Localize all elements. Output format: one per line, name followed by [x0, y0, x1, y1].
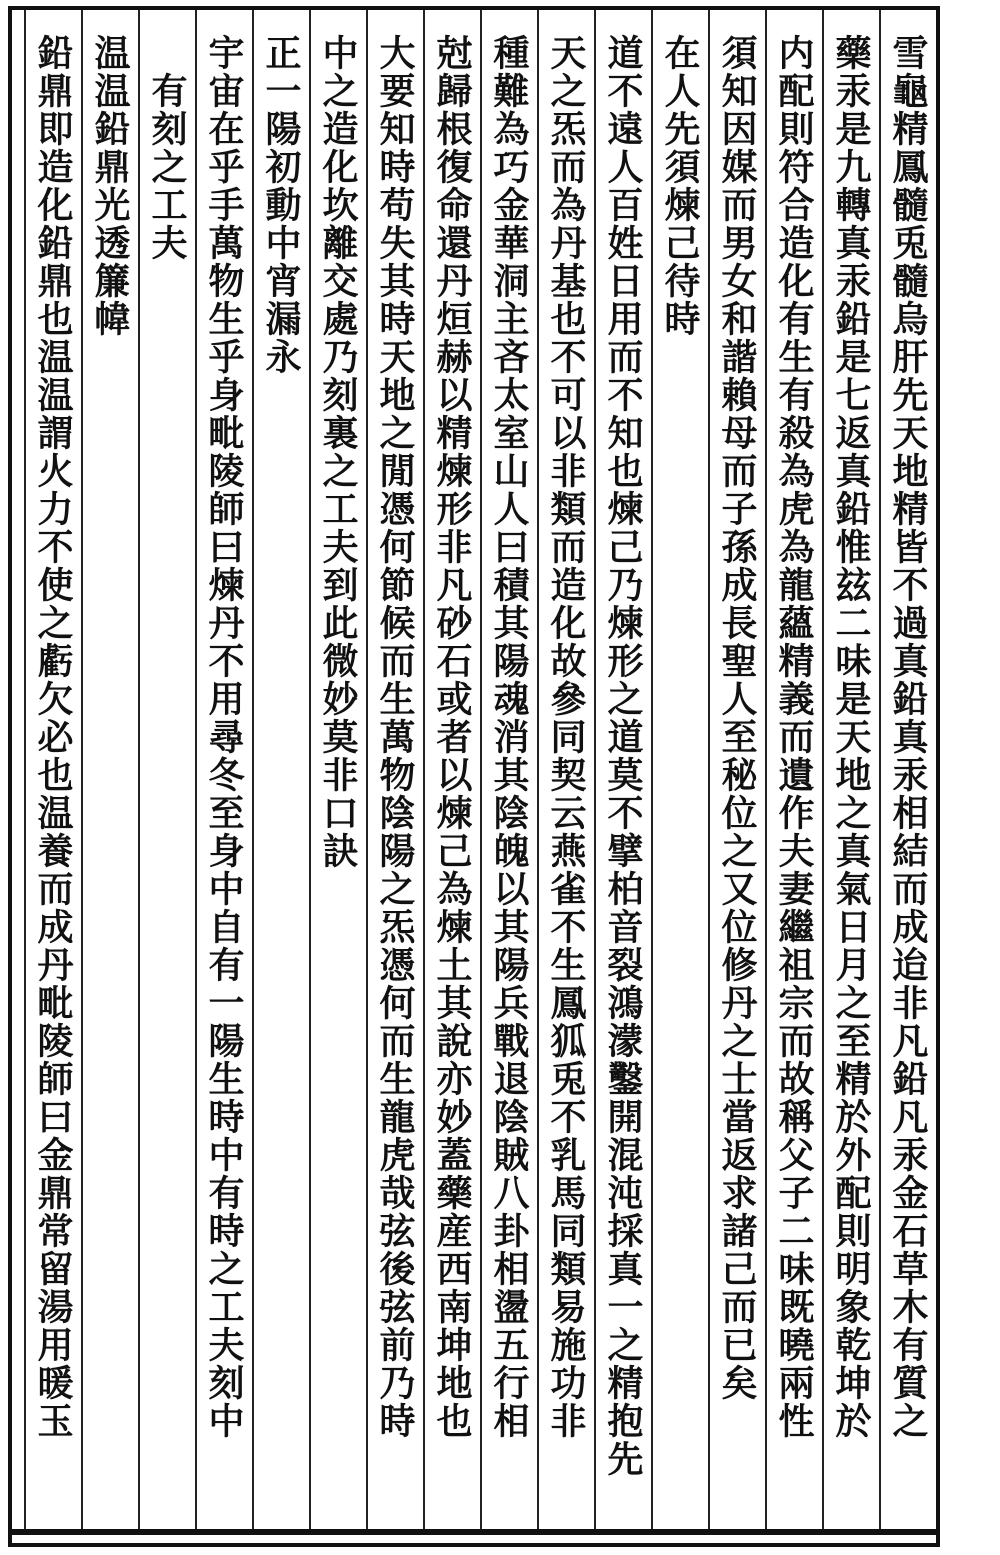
text-column-1	[879, 10, 936, 1529]
text-column-15	[81, 10, 138, 1529]
document-page	[8, 6, 940, 1547]
column-text: 道不遠人百姓日用而不知也煉己乃煉形之道莫不擘柏音裂鴻濛鑿開混沌採真一之精抱先	[602, 34, 644, 1478]
section-heading: 温温鉛鼎光透簾幃	[89, 34, 131, 338]
column-text: 藥汞是九轉真汞鉛是七返真鉛惟玆二味是天地之真氣日月之至精於外配則明象乾坤於	[830, 34, 872, 1440]
text-column-13	[195, 10, 252, 1529]
text-column-5	[651, 10, 708, 1529]
text-column-4	[708, 10, 765, 1529]
column-text: 雪龜精鳳髓兎髓烏肝先天地精皆不過真鉛真汞相結而成迨非凡鉛凡汞金石草木有質之	[887, 34, 929, 1440]
text-column-3	[765, 10, 822, 1529]
text-column-10	[366, 10, 423, 1529]
column-text: 大要知時苟失其時天地之閒憑何節候而生萬物陰陽之炁憑何而生龍虎哉弦後弦前乃時	[374, 34, 416, 1440]
section-heading: 在人先須煉己待時	[659, 34, 701, 338]
text-column-12	[252, 10, 309, 1529]
column-text: 尅歸根復命還丹烜赫以精煉形非凡砂石或者以煉己為煉土其說亦妙蓋藥産西南坤地也	[431, 34, 473, 1440]
column-text: 鉛鼎即造化鉛鼎也温温謂火力不使之虧欠必也温養而成丹毗陵師曰金鼎常留湯用暖玉	[32, 34, 74, 1440]
column-text: 有刻之工夫	[146, 72, 188, 262]
column-text: 天之炁而為丹基也不可以非類而造化故參同契云燕雀不生鳳狐兎不乳馬同類易施功非	[545, 34, 587, 1440]
section-heading: 正一陽初動中宵漏永	[260, 34, 302, 376]
text-column-14	[138, 10, 195, 1529]
text-column-11	[309, 10, 366, 1529]
text-column-2	[822, 10, 879, 1529]
column-text: 中之造化坎離交處乃刻裏之工夫到此微妙莫非口訣	[317, 34, 359, 870]
text-column-7	[537, 10, 594, 1529]
column-text: 須知因媒而男女和諧賴母而子孫成長聖人至秘位之又位修丹之士當返求諸己而已矣	[716, 34, 758, 1402]
text-column-9	[423, 10, 480, 1529]
text-columns	[12, 10, 936, 1529]
column-text: 宇宙在乎手萬物生乎身毗陵師曰煉丹不用尋冬至身中自有一陽生時中有時之工夫刻中	[203, 34, 245, 1440]
text-column-16	[24, 10, 81, 1529]
column-text: 内配則符合造化有生有殺為虎為龍蘊精義而遺作夫妻繼祖宗而故稱父子二味既曉兩性	[773, 34, 815, 1440]
text-column-6	[594, 10, 651, 1529]
text-column-8	[480, 10, 537, 1529]
column-text: 種難為巧金華洞主吝太室山人曰積其陽魂消其陰魄以其陽兵戰退陰賊八卦相盪五行相	[488, 34, 530, 1440]
